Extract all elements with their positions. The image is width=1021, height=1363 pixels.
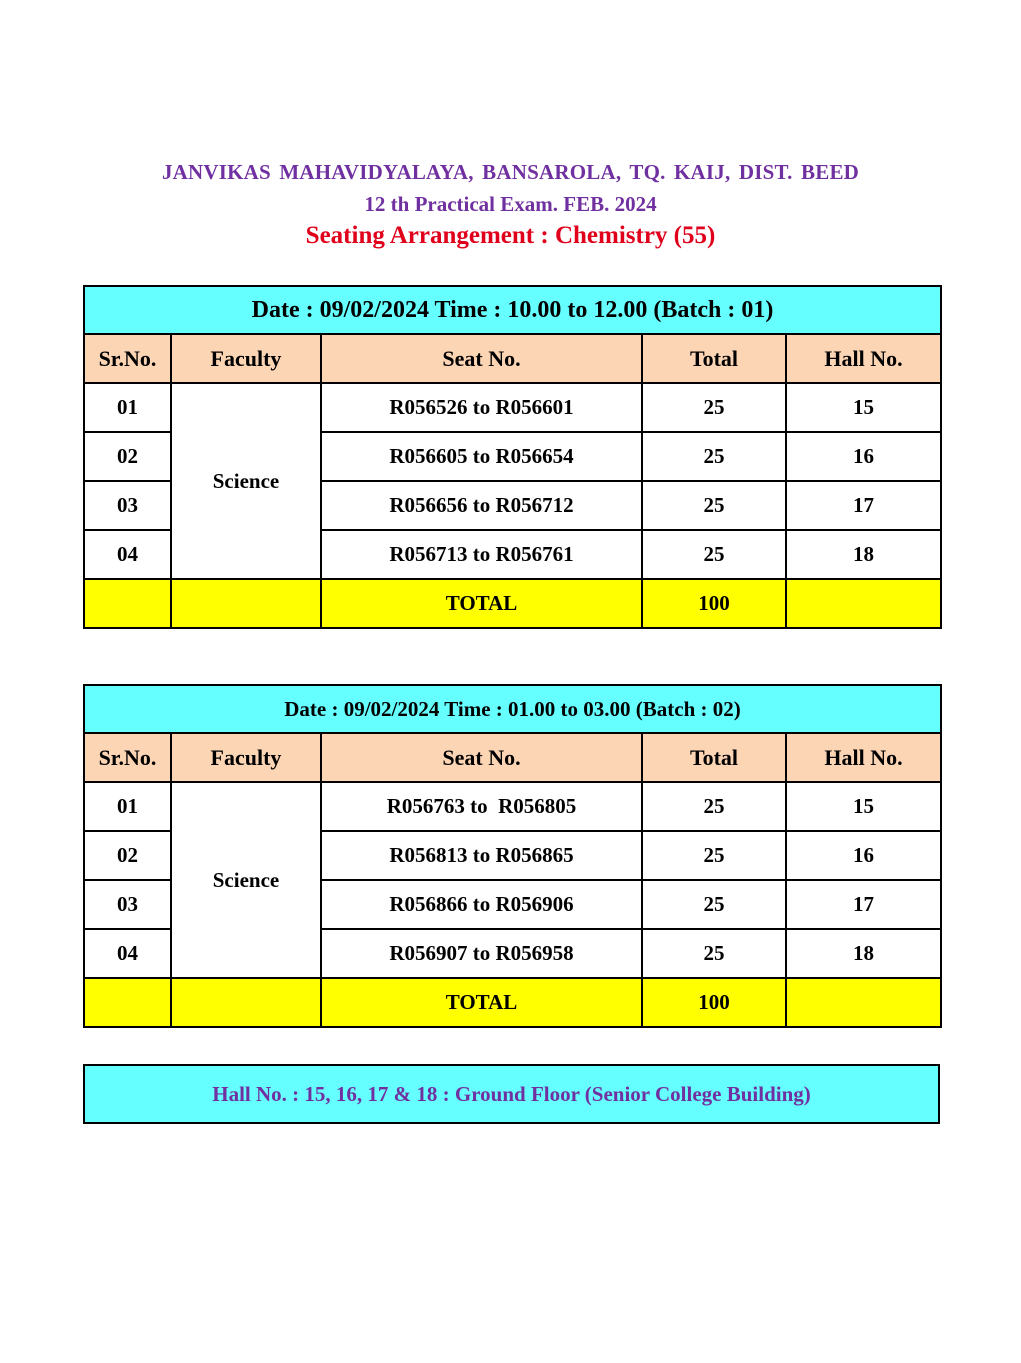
total-label: TOTAL [321, 579, 642, 628]
empty-cell [84, 978, 171, 1027]
hall-cell: 17 [786, 481, 941, 530]
batch-1-title: Date : 09/02/2024 Time : 10.00 to 12.00 (Batch : 01) [84, 286, 941, 334]
seating-title: Seating Arrangement : Chemistry (55) [305, 222, 716, 249]
sr-cell: 03 [84, 481, 171, 530]
batch-1-table [83, 285, 942, 629]
col-sr-no: Sr.No. [84, 334, 171, 383]
sr-cell: 03 [84, 880, 171, 929]
seat-cell: R056526 to R056601 [321, 383, 642, 432]
col-total: Total [642, 334, 786, 383]
seat-cell: R056605 to R056654 [321, 432, 642, 481]
hall-cell: 18 [786, 929, 941, 978]
seat-cell: R056907 to R056958 [321, 929, 642, 978]
col-seat-no: Seat No. [321, 733, 642, 782]
col-sr-no: Sr.No. [84, 733, 171, 782]
total-cell: 25 [642, 929, 786, 978]
batch-2-title: Date : 09/02/2024 Time : 01.00 to 03.00 (Batch : 02) [84, 685, 941, 733]
hall-location-note: Hall No. : 15, 16, 17 & 18 : Ground Floor (Senior College Building) [83, 1064, 940, 1124]
total-cell: 25 [642, 432, 786, 481]
total-label: TOTAL [321, 978, 642, 1027]
col-seat-no: Seat No. [321, 334, 642, 383]
table-row [84, 383, 941, 432]
total-row [84, 978, 941, 1027]
total-cell: 25 [642, 383, 786, 432]
total-value: 100 [642, 579, 786, 628]
hall-cell: 16 [786, 831, 941, 880]
hall-cell: 16 [786, 432, 941, 481]
empty-cell [786, 579, 941, 628]
total-cell: 25 [642, 831, 786, 880]
hall-cell: 18 [786, 530, 941, 579]
sr-cell: 04 [84, 929, 171, 978]
batch-2-table [83, 684, 942, 1028]
sr-cell: 04 [84, 530, 171, 579]
exam-title: 12 th Practical Exam. FEB. 2024 [364, 192, 657, 216]
total-cell: 25 [642, 481, 786, 530]
empty-cell [84, 579, 171, 628]
seat-cell: R056866 to R056906 [321, 880, 642, 929]
seat-cell: R056763 to R056805 [321, 782, 642, 831]
faculty-cell: Science [171, 383, 321, 579]
sr-cell: 02 [84, 831, 171, 880]
col-hall-no: Hall No. [786, 733, 941, 782]
total-cell: 25 [642, 880, 786, 929]
empty-cell [171, 978, 321, 1027]
sr-cell: 01 [84, 782, 171, 831]
total-row [84, 579, 941, 628]
sr-cell: 02 [84, 432, 171, 481]
hall-cell: 15 [786, 383, 941, 432]
col-faculty: Faculty [171, 733, 321, 782]
total-value: 100 [642, 978, 786, 1027]
seat-cell: R056813 to R056865 [321, 831, 642, 880]
institution-name: JANVIKAS MAHAVIDYALAYA, BANSAROLA, TQ. KAIJ, DIST. BEED [161, 160, 860, 184]
hall-cell: 17 [786, 880, 941, 929]
empty-cell [786, 978, 941, 1027]
sr-cell: 01 [84, 383, 171, 432]
col-faculty: Faculty [171, 334, 321, 383]
hall-cell: 15 [786, 782, 941, 831]
empty-cell [171, 579, 321, 628]
col-hall-no: Hall No. [786, 334, 941, 383]
col-total: Total [642, 733, 786, 782]
table-row [84, 782, 941, 831]
faculty-cell: Science [171, 782, 321, 978]
total-cell: 25 [642, 782, 786, 831]
seat-cell: R056713 to R056761 [321, 530, 642, 579]
seat-cell: R056656 to R056712 [321, 481, 642, 530]
total-cell: 25 [642, 530, 786, 579]
